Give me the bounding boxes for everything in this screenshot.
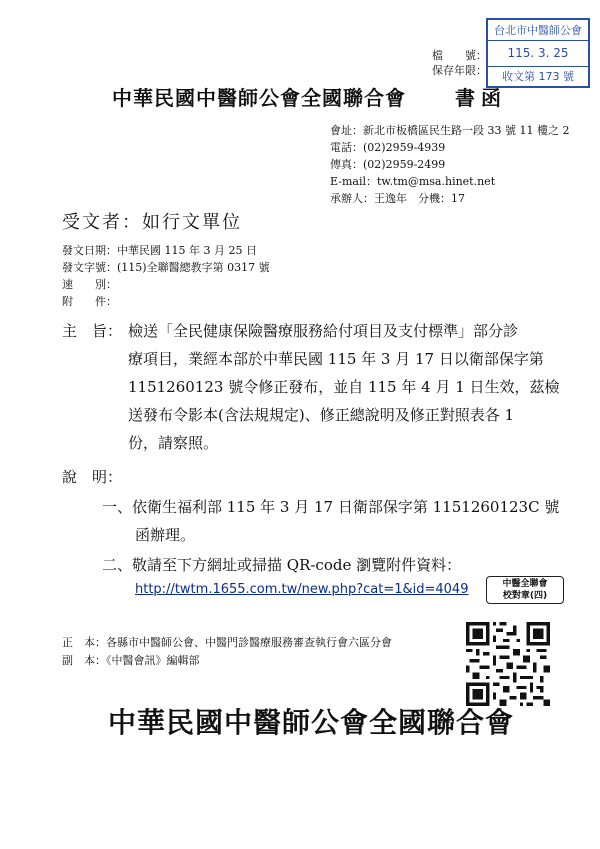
subject-label: 主 旨： <box>62 322 123 340</box>
contact-email: E-mail：tw.tm@msa.hinet.net <box>330 175 496 188</box>
contact-address: 會址：新北市板橋區民生路一段 33 號 11 樓之 2 <box>330 124 570 137</box>
subject-line-3: 1151260123 號令修正發布，並自 115 年 4 月 1 日生效，茲檢 <box>128 378 560 396</box>
cc-main-label: 正 本： <box>62 636 106 649</box>
cc-copy <box>62 652 200 670</box>
contact-phone: 電話：(02)2959-4939 <box>330 141 446 154</box>
explanation-item-2: 二、敬請至下方網址或掃描 QR-code 瀏覽附件資料： <box>102 556 462 574</box>
receipt-stamp <box>486 18 590 88</box>
recipient: 受文者：如行文單位 <box>62 212 242 233</box>
qr-code-icon[interactable] <box>466 622 550 706</box>
cc-main <box>62 634 392 652</box>
proofread-stamp-line-1: 中醫全聯會 <box>502 579 548 589</box>
explanation-label: 說 明： <box>62 468 123 486</box>
receipt-stamp-number: 收文第 173 號 <box>488 66 588 87</box>
send-date <box>62 242 257 259</box>
send-date-label: 發文日期： <box>62 244 117 257</box>
reference-number <box>62 259 270 276</box>
proofread-stamp <box>486 576 564 604</box>
cc-main-value: 各縣市中醫師公會、中醫門診醫療服務審查執行會六區分會 <box>106 636 392 649</box>
send-date-value: 中華民國 115 年 3 月 25 日 <box>117 244 257 257</box>
explanation-item-1: 一、依衛生福利部 115 年 3 月 17 日衛部保字第 1151260123C 號 <box>102 498 560 516</box>
reference-number-value: (115)全聯醫總教字第 0317 號 <box>117 261 270 274</box>
subject-line-1: 檢送「全民健康保險醫療服務給付項目及支付標準」部分診 <box>128 322 519 340</box>
receipt-stamp-org: 台北市中醫師公會 <box>488 22 588 41</box>
cc-copy-value: 《中醫會訊》編輯部 <box>106 654 200 667</box>
organization-seal: 中華民國中醫師公會全國聯合會 <box>108 706 515 739</box>
proofread-stamp-line-2: 校對章(四) <box>502 591 548 601</box>
attachment-label: 附 件： <box>62 295 117 308</box>
cc-copy-label: 副 本： <box>62 654 106 667</box>
file-number-label: 檔 號： <box>432 49 487 62</box>
speed-label: 速 別： <box>62 278 117 291</box>
subject-line-5: 份，請察照。 <box>128 434 219 452</box>
attachment-link[interactable]: http://twtm.1655.com.tw/new.php?cat=1&id=4049 <box>135 582 469 597</box>
reference-number-label: 發文字號： <box>62 261 117 274</box>
doc-type: 書函 <box>455 86 507 110</box>
receipt-stamp-date: 115. 3. 25 <box>507 46 569 60</box>
contact-handler: 承辦人：王逸年 分機：17 <box>330 192 465 205</box>
subject-line-4: 送發布令影本(含法規規定)、修正總說明及修正對照表各 1 <box>128 406 515 424</box>
explanation-item-1-cont: 函辦理。 <box>135 526 196 544</box>
subject-line-2: 療項目，業經本部於中華民國 115 年 3 月 17 日以衛部保字第 <box>128 350 544 368</box>
org-title: 中華民國中醫師公會全國聯合會 <box>112 86 406 110</box>
contact-fax: 傳真：(02)2959-2499 <box>330 158 446 171</box>
retention-label: 保存年限： <box>432 64 487 77</box>
